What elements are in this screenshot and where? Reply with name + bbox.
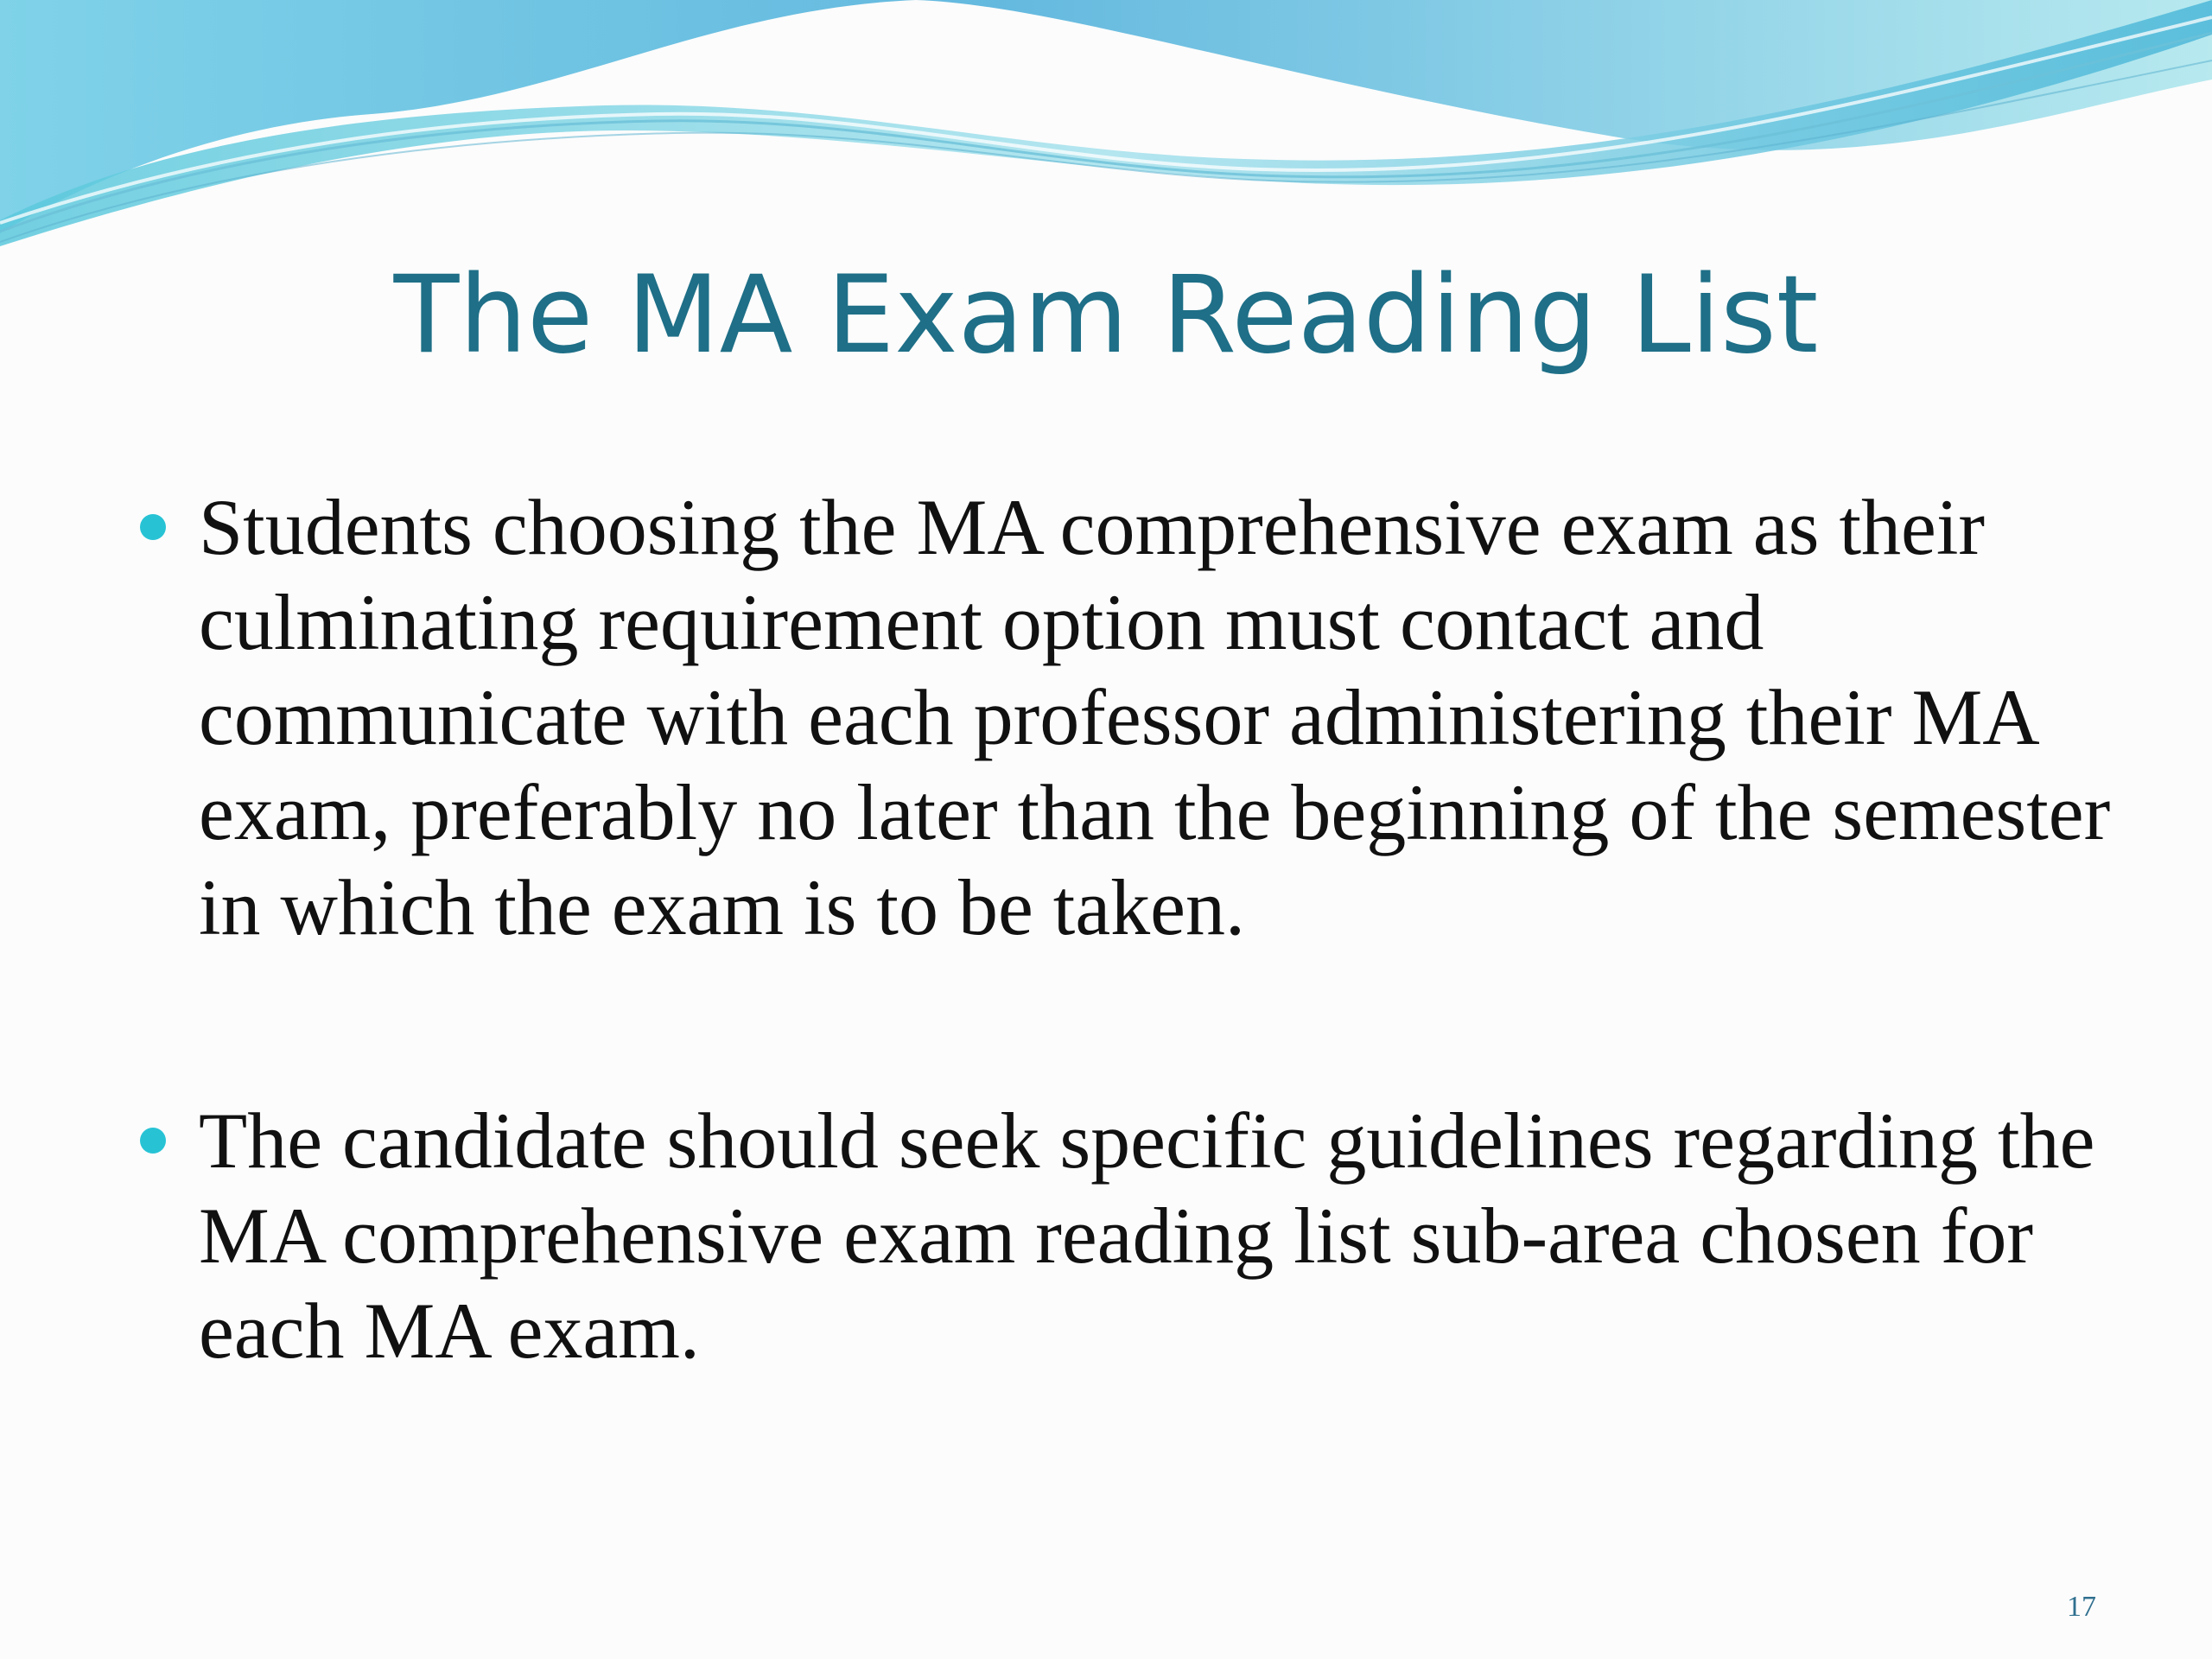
bullet-item <box>199 480 2117 955</box>
header-wave-decoration <box>0 0 2212 276</box>
page-number: 17 <box>2067 1591 2096 1623</box>
slide-title: The MA Exam Reading List <box>393 253 1819 378</box>
bullet-list <box>199 480 2117 1378</box>
bullet-dot-icon <box>140 514 166 540</box>
bullet-text: Students choosing the MA comprehensive exam as their culminating requirement option must contact and communicate with each professor administering their MA exam, preferably no later than the beginning of the semester in which the exam is to be taken. <box>199 483 2111 951</box>
bullet-item <box>199 1093 2117 1378</box>
bullet-text: The candidate should seek specific guidelines regarding the MA comprehensive exam reading list sub-area chosen for each MA exam. <box>199 1096 2095 1375</box>
bullet-dot-icon <box>140 1128 166 1154</box>
